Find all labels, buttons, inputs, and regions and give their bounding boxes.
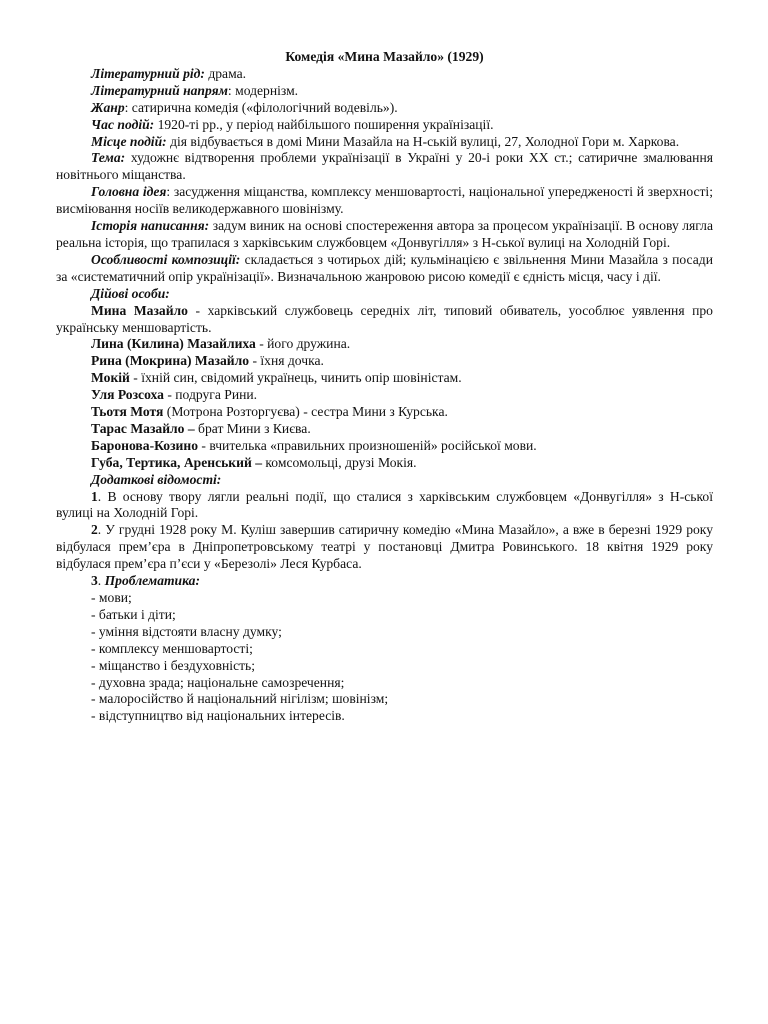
list-item: - мови;: [91, 590, 132, 605]
document-page: [56, 49, 713, 725]
extra-number: 1: [91, 488, 98, 504]
extra-number: 2: [91, 522, 98, 538]
field-genre: [56, 100, 713, 117]
field-time: [56, 117, 713, 134]
character-name: Мокій: [91, 370, 130, 386]
character-item: [56, 353, 713, 370]
extra-heading: Додаткові відомості:: [91, 471, 222, 487]
character-name: Лина (Килина) Мазайлиха: [91, 336, 256, 352]
field-label: Тема:: [91, 150, 126, 166]
character-desc: комсомольці, друзі Мокія.: [262, 454, 417, 470]
field-history: [56, 218, 713, 252]
document-title: Комедія «Мина Мазайло» (1929): [285, 49, 484, 64]
character-item: [56, 303, 713, 337]
character-item: [56, 404, 713, 421]
field-label: Головна ідея: [91, 184, 167, 200]
character-item: [56, 370, 713, 387]
character-name: Баронова-Козино: [91, 437, 198, 453]
problems-list: [56, 590, 713, 725]
field-value: художнє відтворення проблеми українізації в Україні у 20-і роки XX ст.; сатиричне змалювання новітнього міщанства.: [56, 150, 713, 183]
field-label: Жанр: [91, 99, 125, 115]
field-value: складається з чотирьох дій; кульмінацією є звільнення Мини Мазайла з посади за «систематичний опір українізації». Визначальною жанровою рисою комедії є єдність місця, часу і дії.: [56, 251, 713, 284]
field-place: [56, 134, 713, 151]
list-item: - комплексу меншовартості;: [91, 640, 253, 656]
field-direction: [56, 83, 713, 100]
characters-heading: Дійові особи:: [91, 285, 170, 301]
character-desc: - їхній син, свідомий українець, чинить опір шовіністам.: [129, 370, 462, 386]
problems-number: 3: [91, 573, 98, 589]
problems-heading: Проблематика:: [104, 573, 200, 589]
character-item: [56, 336, 713, 353]
problems-separator: .: [97, 573, 105, 589]
field-composition: [56, 252, 713, 286]
field-value: дія відбувається в домі Мини Мазайла на Н-ській вулиці, 27, Холодної Гори м. Харкова.: [166, 133, 680, 149]
field-theme: [56, 150, 713, 184]
character-name: Рина (Мокрина) Мазайло: [91, 353, 250, 369]
character-desc: - його дружина.: [255, 336, 351, 352]
list-item: - батьки і діти;: [91, 606, 176, 622]
character-name: Губа, Тертика, Аренський –: [91, 454, 262, 470]
extra-item: [56, 522, 713, 573]
list-item: - уміння відстояти власну думку;: [91, 623, 282, 639]
field-label: Історія написання:: [91, 218, 210, 234]
field-value: 1920-ті рр., у період найбільшого поширення українізації.: [154, 116, 494, 132]
field-label: Особливості композиції:: [91, 251, 241, 267]
character-name: Мина Мазайло: [91, 302, 188, 318]
character-item: [56, 438, 713, 455]
fields-section: [56, 66, 713, 286]
problems-heading-line: [56, 573, 713, 590]
character-item: [56, 421, 713, 438]
character-name: Тьотя Мотя: [91, 404, 164, 420]
character-desc: (Мотрона Розторгуєва) - сестра Мини з Курська.: [163, 404, 448, 420]
list-item: - відступництво від національних інтересів.: [91, 708, 345, 724]
field-label: Літературний рід:: [91, 65, 205, 81]
field-value: драма.: [204, 65, 247, 81]
list-item: - духовна зрада; національне самозречення;: [91, 674, 345, 690]
extra-text: . В основу твору лягли реальні події, що сталися з харківським службовцем «Донвугілля» з Н-ської вулиці на Холодній Горі.: [56, 488, 713, 521]
field-label: Літературний напрям: [91, 82, 228, 98]
field-label: Час подій:: [91, 116, 155, 132]
character-desc: - їхня дочка.: [249, 353, 324, 369]
extra-text: . У грудні 1928 року М. Куліш завершив сатиричну комедію «Мина Мазайло», а вже в березні 1929 року відбулася прем’єра в Дніпропетровському театрі у постановці Дмитра Ровинського. 18 квітня 1929 року відбулася прем’єра п’єси у «Березолі» Леся Курбаса.: [56, 522, 713, 572]
character-desc: - подруга Рини.: [163, 387, 258, 403]
field-label: Місце подій:: [91, 133, 167, 149]
character-item: [56, 387, 713, 404]
characters-section: [56, 303, 713, 472]
list-item: - малоросійство й національний нігілізм; шовінізм;: [91, 691, 389, 707]
field-value: : засудження міщанства, комплексу меншовартості, національної упередженості й зверхності; висміювання носіїв великодержавного шовінізму.: [56, 184, 713, 217]
character-name: Тарас Мазайло –: [91, 420, 195, 436]
field-value: : сатирична комедія («філологічний водевіль»).: [124, 99, 398, 115]
extra-item: [56, 489, 713, 523]
character-desc: - харківський службовець середніх літ, типовий обиватель, уособлює уявлення про українську меншовартість.: [56, 302, 713, 335]
character-name: Уля Розсоха: [91, 387, 164, 403]
character-desc: - вчителька «правильних произношеній» російської мови.: [198, 437, 537, 453]
field-value: задум виник на основі спостереження автора за процесом українізації. В основу лягла реальна історія, що трапилася з харківським службовцем «Донвугілля» з Н-ської вулиці на Холодній Горі.: [56, 218, 713, 250]
field-genus: [56, 66, 713, 83]
character-item: [56, 455, 713, 472]
field-main-idea: [56, 184, 713, 218]
character-desc: брат Мини з Києва.: [194, 420, 311, 436]
list-item: - міщанство і бездуховність;: [91, 657, 256, 673]
extra-section: [56, 489, 713, 590]
field-value: : модернізм.: [227, 82, 299, 98]
